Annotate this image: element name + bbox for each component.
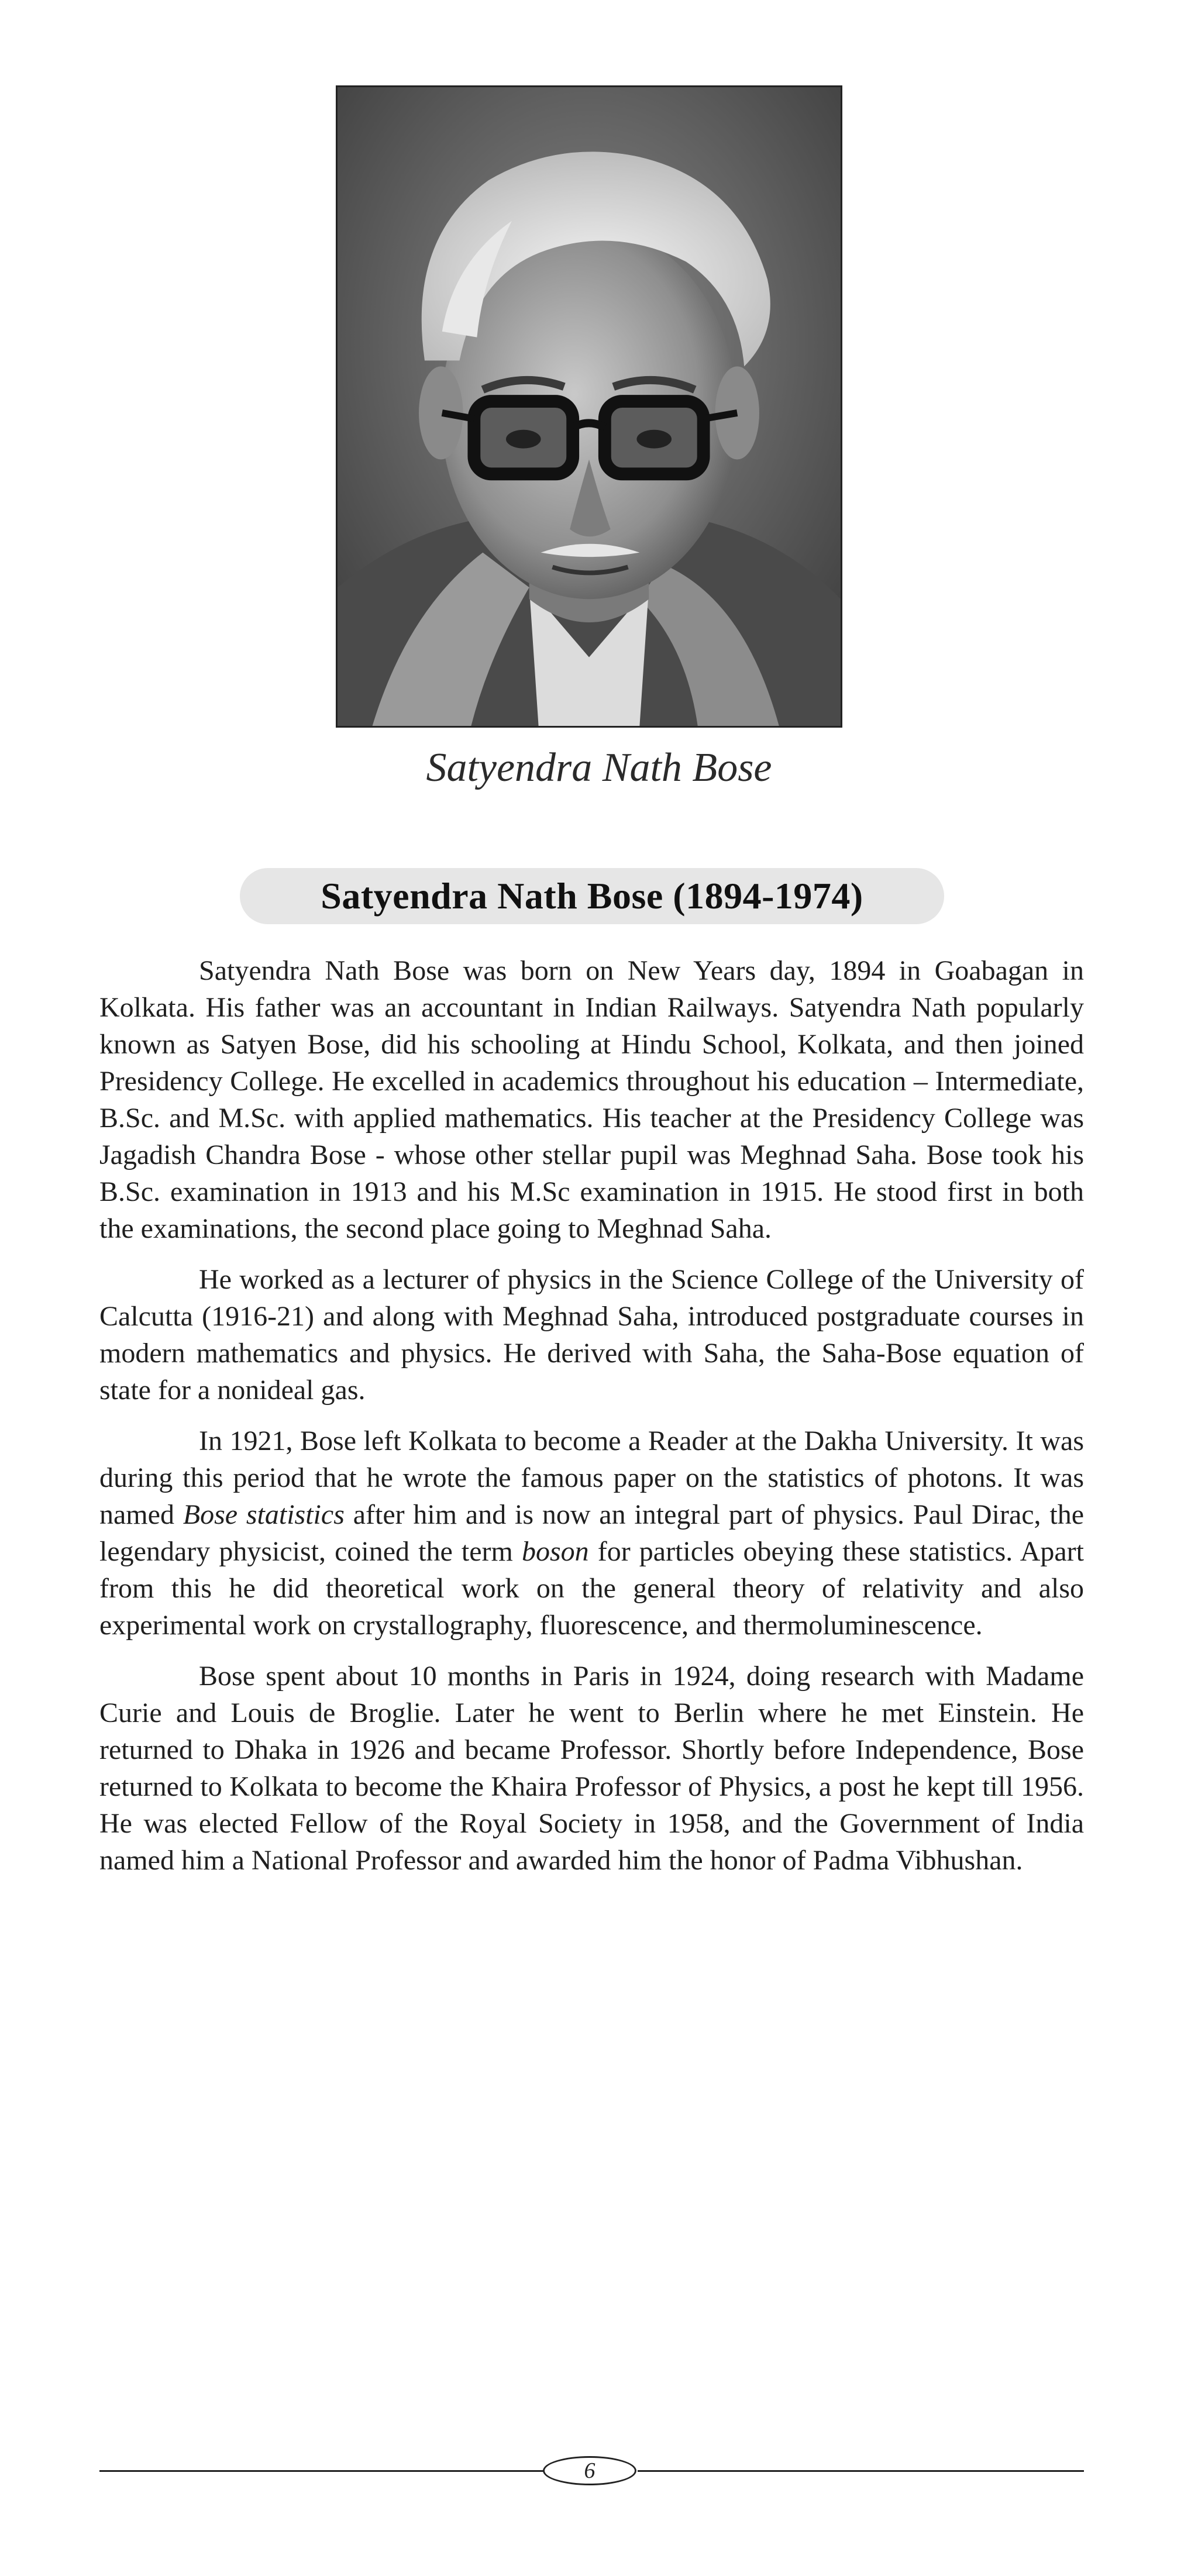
photo-caption: Satyendra Nath Bose — [426, 745, 772, 790]
paragraph-3-text-3: for particles obeying these statistics. Apart from this he did theoretical work on the general theory of relativity and also experimental work on crystallography, fluorescence, and thermoluminescence. — [99, 1536, 1084, 1641]
portrait-photo — [336, 85, 842, 728]
biography-text — [99, 952, 1084, 1893]
portrait-illustration — [338, 87, 841, 726]
paragraph-3-text-1: In 1921, Bose left Kolkata to become a Reader at the Dakha University. It was during this period that he wrote the famous paper on the statistics of photons. It was named — [99, 1425, 1084, 1530]
page-number: 6 — [543, 2456, 636, 2485]
paragraph-4: Bose spent about 10 months in Paris in 1924, doing research with Madame Curie and Louis de Broglie. Later he went to Berlin where he met Einstein. He returned to Dhaka in 1926 and became Professor. Shortly before Independence, Bose returned to Kolkata to become the Khaira Professor of Physics, a post he kept till 1956. He was elected Fellow of the Royal Society in 1958, and the Government of India named him a National Professor and awarded him the honor of Padma Vibhushan. — [99, 1661, 1084, 1876]
footer-rule-left — [99, 2470, 544, 2472]
paragraph-3-text-2: after him and is now an integral part of physics. Paul Dirac, the legendary physicist, coined the term — [99, 1499, 1085, 1567]
emphasis-boson: boson — [521, 1536, 589, 1567]
paragraph-1: Satyendra Nath Bose was born on New Years day, 1894 in Goabagan in Kolkata. His father was an accountant in Indian Railways. Satyendra Nath popularly known as Satyen Bose, did his schooling at Hindu School, Kolkata, and then joined Presidency College. He excelled in academics throughout his education – Intermediate, B.Sc. and M.Sc. with applied mathematics. His teacher at the Presidency College was Jagadish Chandra Bose - whose other stellar pupil was Meghnad Saha. Bose took his B.Sc. examination in 1913 and his M.Sc examination in 1915. He stood first in both the examinations, the second place going to Meghnad Saha. — [99, 955, 1084, 1244]
paragraph-2: He worked as a lecturer of physics in the Science College of the University of Calcutta (1916-21) and along with Meghnad Saha, introduced postgraduate courses in modern mathematics and physics. He derived with Saha, the Saha-Bose equation of state for a nonideal gas. — [99, 1264, 1084, 1406]
section-title: Satyendra Nath Bose (1894-1974) — [321, 875, 863, 917]
emphasis-bose-statistics: Bose statistics — [183, 1499, 345, 1530]
footer-rule-right — [638, 2470, 1084, 2472]
section-title-banner — [240, 868, 944, 924]
paragraph-3 — [99, 1423, 1084, 1644]
